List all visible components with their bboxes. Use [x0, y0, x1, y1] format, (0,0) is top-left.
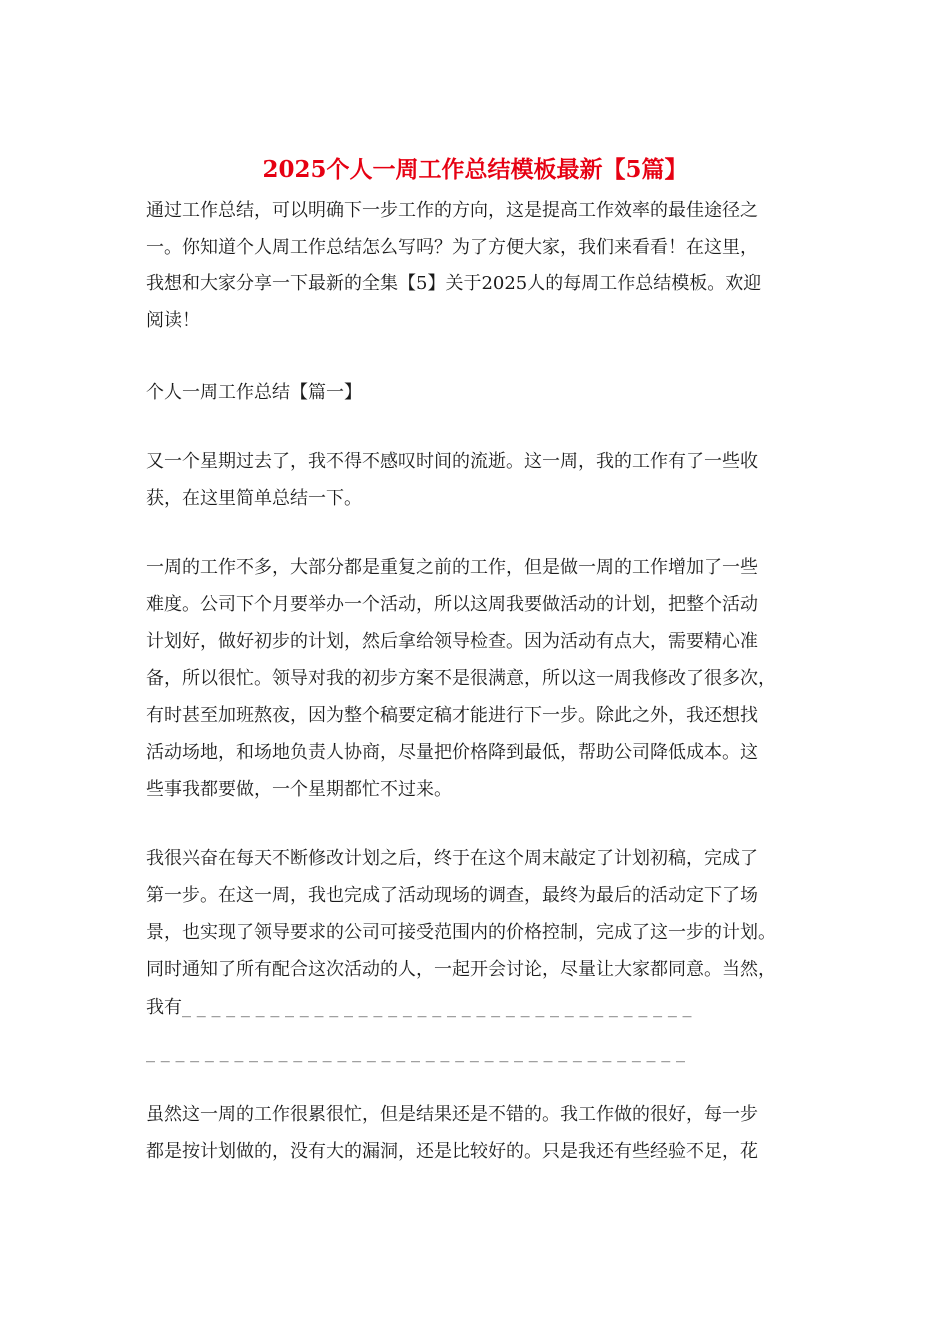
paragraph-line: 景，也实现了领导要求的公司可接受范围内的价格控制，完成了这一步的计划。: [146, 922, 776, 943]
section-heading: 个人一周工作总结【篇一】: [146, 382, 362, 403]
document-title: 2025个人一周工作总结模板最新【5篇】: [262, 156, 688, 183]
paragraph-line: 难度。公司下个月要举办一个活动，所以这周我要做活动的计划，把整个活动: [146, 594, 758, 615]
paragraph-line: 又一个星期过去了，我不得不感叹时间的流逝。这一周，我的工作有了一些收: [146, 451, 758, 472]
redaction-dashes: _ _ _ _ _ _ _ _ _ _ _ _ _ _ _ _ _ _ _ _ _ _ _ _ _ _ _ _ _ _ _ _ _ _ _ _ _: [146, 1042, 685, 1063]
paragraph-line: 获，在这里简单总结一下。: [146, 488, 362, 509]
truncated-text: 我有: [146, 997, 182, 1018]
paragraph-line: 些事我都要做，一个星期都忙不过来。: [146, 779, 452, 800]
paragraph-line: 虽然这一周的工作很累很忙，但是结果还是不错的。我工作做的很好，每一步: [146, 1104, 758, 1125]
paragraph-line: 同时通知了所有配合这次活动的人，一起开会讨论，尽量让大家都同意。当然，: [146, 959, 776, 980]
intro-line: 我想和大家分享一下最新的全集【5】关于2025人的每周工作总结模板。欢迎: [146, 273, 762, 294]
paragraph-line: 计划好，做好初步的计划，然后拿给领导检查。因为活动有点大，需要精心准: [146, 631, 758, 652]
paragraph-line: 有时甚至加班熬夜，因为整个稿要定稿才能进行下一步。除此之外，我还想找: [146, 705, 758, 726]
paragraph-line: 第一步。在这一周，我也完成了活动现场的调查，最终为最后的活动定下了场: [146, 885, 758, 906]
paragraph-line: 一周的工作不多，大部分都是重复之前的工作，但是做一周的工作增加了一些: [146, 557, 758, 578]
paragraph-line: 备，所以很忙。领导对我的初步方案不是很满意，所以这一周我修改了很多次，: [146, 668, 776, 689]
paragraph-line-truncated: [146, 993, 806, 1023]
intro-line: 通过工作总结，可以明确下一步工作的方向，这是提高工作效率的最佳途径之: [146, 200, 758, 221]
intro-line: 一。你知道个人周工作总结怎么写吗？为了方便大家，我们来看看！在这里，: [146, 237, 758, 258]
paragraph-line: 活动场地，和场地负责人协商，尽量把价格降到最低，帮助公司降低成本。这: [146, 742, 758, 763]
intro-line: 阅读！: [146, 310, 200, 331]
redaction-dashes: _ _ _ _ _ _ _ _ _ _ _ _ _ _ _ _ _ _ _ _ _ _ _ _ _ _ _ _ _ _ _ _ _ _ _: [182, 997, 692, 1018]
paragraph-line: 都是按计划做的，没有大的漏洞，还是比较好的。只是我还有些经验不足，花: [146, 1141, 758, 1162]
paragraph-line: 我很兴奋在每天不断修改计划之后，终于在这个周末敲定了计划初稿，完成了: [146, 848, 758, 869]
